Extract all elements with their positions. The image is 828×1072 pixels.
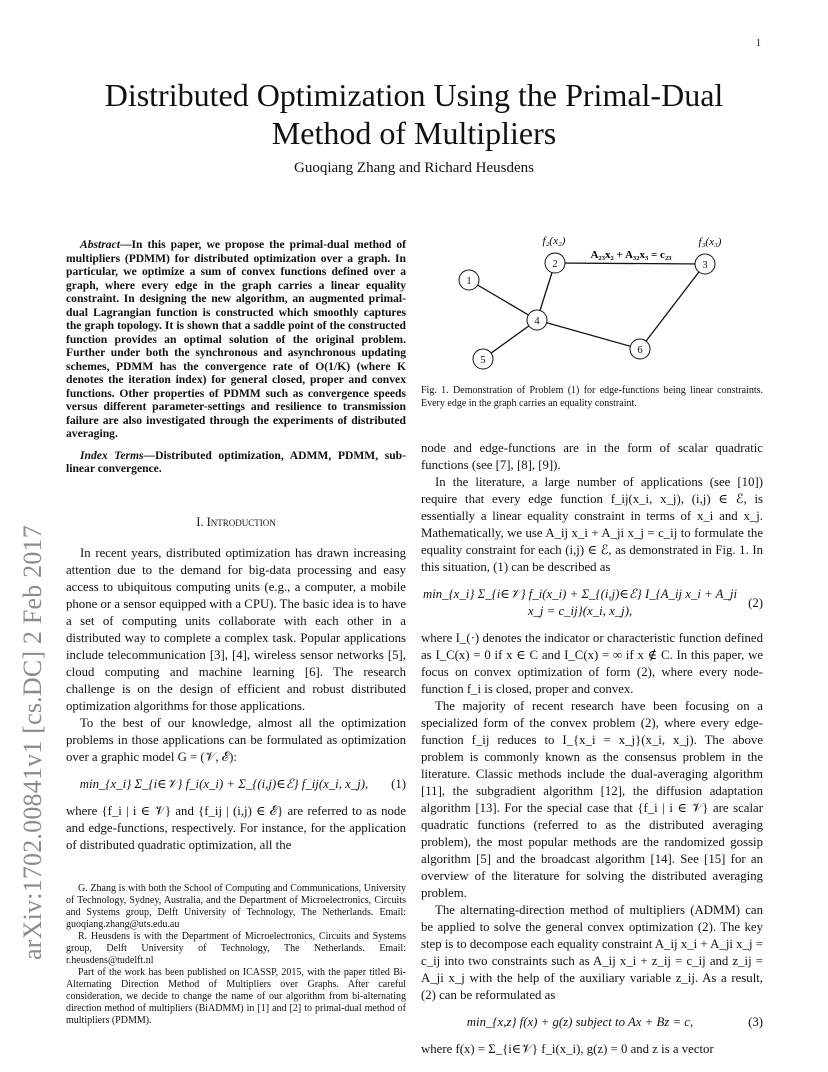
equation-3: [421, 1014, 763, 1031]
footnote-3: Part of the work has been published on ICASSP, 2015, with the paper titled Bi-Alternating Direction Method of Multipliers over Graphs. After careful consideration, we decide to change the name of our algorithm from bi-alternating direction method of multipliers (BiADMM) in [1] and [2] to primal-dual method of multipliers (PDMM).: [66, 966, 406, 1026]
section-number: I.: [196, 514, 204, 529]
node-label-6: 6: [637, 345, 643, 356]
equation-2: [421, 586, 763, 620]
left-column: [66, 238, 406, 1027]
edge-constraint-label: A₂₃x₂ + A₃₂x₃ = c₂₃: [590, 249, 672, 261]
section-title: Introduction: [206, 514, 276, 529]
abstract: [66, 238, 406, 441]
arxiv-stamp: arXiv:1702.00841v1 [cs.DC] 2 Feb 2017: [18, 525, 47, 960]
intro-paragraph-3: where {f_i | i ∈ 𝒱} and {f_ij | (i,j) ∈ ℰ} are referred to as node and edge-functions, respectively. For instance, for the application of distributed quadratic optimization, all the: [66, 803, 406, 852]
equation-3-body: min_{x,z} f(x) + g(z) subject to Ax + Bz = c,: [466, 1015, 694, 1029]
right-paragraph-5: The alternating-direction method of multipliers (ADMM) can be applied to solve the general convex optimization (2). The key step is to decompose each equality constraint A_ij x_i + A_ji x_j = c_ij into two constraints such as A_ij x_i + z_ij = c_ij and z_ij = A_ji x_j with the help of the auxiliary variable z_ij. As a result, (2) can be reformulated as: [421, 903, 763, 1002]
right-paragraph-3: where I_(·) denotes the indicator or characteristic function defined as I_C(x) = 0 if x ∈ C and I_C(x) = ∞ if x ∉ C. In this paper, we focus on convex optimization of form (2), where every node-function f_i is closed, proper and convex.: [421, 631, 763, 696]
graph-figure: [421, 228, 763, 378]
right-last-line: where f(x) = Σ_{i∈𝒱} f_i(x_i), g(z) = 0 and z is a vector: [421, 1042, 714, 1056]
paper-authors: Guoqiang Zhang and Richard Heusdens: [294, 160, 534, 176]
abstract-text: —In this paper, we propose the primal-dual method of multipliers (PDMM) for distributed optimization over a graph. In particular, we optimize a sum of convex functions defined over a graph, where every edge in the graph carries a linear equality constraint. In designing the new algorithm, an augmented primal-dual Lagrangian function is constructed which smoothly captures the graph topology. It is shown that a saddle point of the constructed function provides an optimal solution of the original problem. Further under both the synchronous and asynchronous updating schemes, PDMM has the convergence rate of O(1/K) (where K denotes the iteration index) for general closed, proper and convex functions. Other properties of PDMM such as convergence speeds versus different parameter-settings and resilience to transmission failure are also investigated through the experiments of distributed averaging.: [66, 238, 406, 440]
node-label-1: 1: [466, 276, 472, 287]
node-label-2: 2: [552, 259, 558, 270]
paper-title: Distributed Optimization Using the Primal-Dual Method of Multipliers: [104, 77, 724, 151]
node-label-4: 4: [534, 316, 540, 327]
label-f2: f₂(x₂): [542, 235, 566, 247]
equation-3-number: (3): [748, 1015, 763, 1029]
index-terms-text: —Distributed optimization, ADMM, PDMM, sub-linear convergence.: [66, 448, 406, 475]
right-column: [421, 440, 763, 1058]
footnote-1: G. Zhang is with both the School of Computing and Communications, University of Technology, Sydney, Australia, and the Department of Microelectronics, Circuits and Systems group, Delft University of Technology, The Netherlands. Email: guoqiang.zhang@uts.edu.au: [66, 882, 406, 930]
intro-paragraph-1: In recent years, distributed optimization has drawn increasing attention due to the demand for big-data processing and easy access to ubiquitous computing units (e.g., a computer, a mobile phone or a sensor equipped with a CPU). The basic idea is to have a set of computing units collaborate with each other in a distributed way to complete a complex task. Popular applications include telecommunication [3], [4], wireless sensor networks [5], cloud computing and machine learning [6]. The research challenge is on the design of efficient and robust distributed optimization algorithms for those applications.: [66, 545, 406, 713]
right-paragraph-2: In the literature, a large number of applications (see [10]) require that every edge function f_ij(x_i, x_j), (i,j) ∈ ℰ, is essentially a linear equality constraint in terms of x_i and x_j. Mathematically, we use A_ij x_i + A_ji x_j = c_ij to formulate the equality constraint for each (i,j) ∈ ℰ, as demonstrated in Fig. 1. In this situation, (1) can be described as: [421, 475, 763, 574]
right-paragraph-4: The majority of recent research have been focusing on a specialized form of the convex problem (2), where every edge-function f_ij reduces to I_{x_i = x_j}(x_i, x_j). The above problem is commonly known as the consensus problem in the literature. Classic methods include the dual-averaging algorithm [11], the subgradient algorithm [12], the diffusion adaptation algorithm [13]. For the special case that {f_i | i ∈ 𝒱} are scalar quadratic functions (referred to as the distributed averaging problem), the most popular methods are the randomized gossip algorithm [5] and the broadcast algorithm [14]. See [15] for an overview of the literature for solving the distributed averaging problem.: [421, 699, 763, 900]
footnotes: [66, 883, 406, 1027]
footnote-2: R. Heusdens is with the Department of Microelectronics, Circuits and Systems group, Delft University of Technology, The Netherlands. Email: r.heusdens@tudelft.nl: [66, 930, 406, 966]
equation-1-number: (1): [391, 776, 406, 791]
figure-caption: Fig. 1. Demonstration of Problem (1) for edge-functions being linear constraints. Every edge in the graph carries an equality constraint.: [421, 385, 763, 409]
index-terms-label: Index Terms: [80, 448, 144, 462]
intro-paragraph-2: To the best of our knowledge, almost all the optimization problems in those applications can be formulated as optimization over a graphic model G = (𝒱, ℰ):: [66, 715, 406, 764]
abstract-label: Abstract: [80, 238, 120, 251]
label-f3: f₃(x₃): [698, 236, 722, 248]
equation-1: [66, 776, 406, 793]
footnote-rule: [66, 876, 406, 877]
page-number: 1: [756, 38, 761, 49]
node-label-3: 3: [702, 260, 708, 271]
index-terms: [66, 449, 406, 476]
section-heading: [66, 514, 406, 531]
equation-2-number: (2): [748, 595, 763, 610]
equation-1-body: min_{x_i} Σ_{i∈𝒱} f_i(x_i) + Σ_{(i,j)∈ℰ} f_ij(x_i, x_j),: [79, 776, 369, 791]
node-label-5: 5: [480, 355, 486, 366]
right-paragraph-1: node and edge-functions are in the form of scalar quadratic functions (see [7], [8], [9]).: [421, 441, 763, 472]
equation-2-body: min_{x_i} Σ_{i∈𝒱} f_i(x_i) + Σ_{(i,j)∈ℰ} I_{A_ij x_i + A_ji x_j = c_ij}(x_i, x_j),: [422, 587, 738, 618]
